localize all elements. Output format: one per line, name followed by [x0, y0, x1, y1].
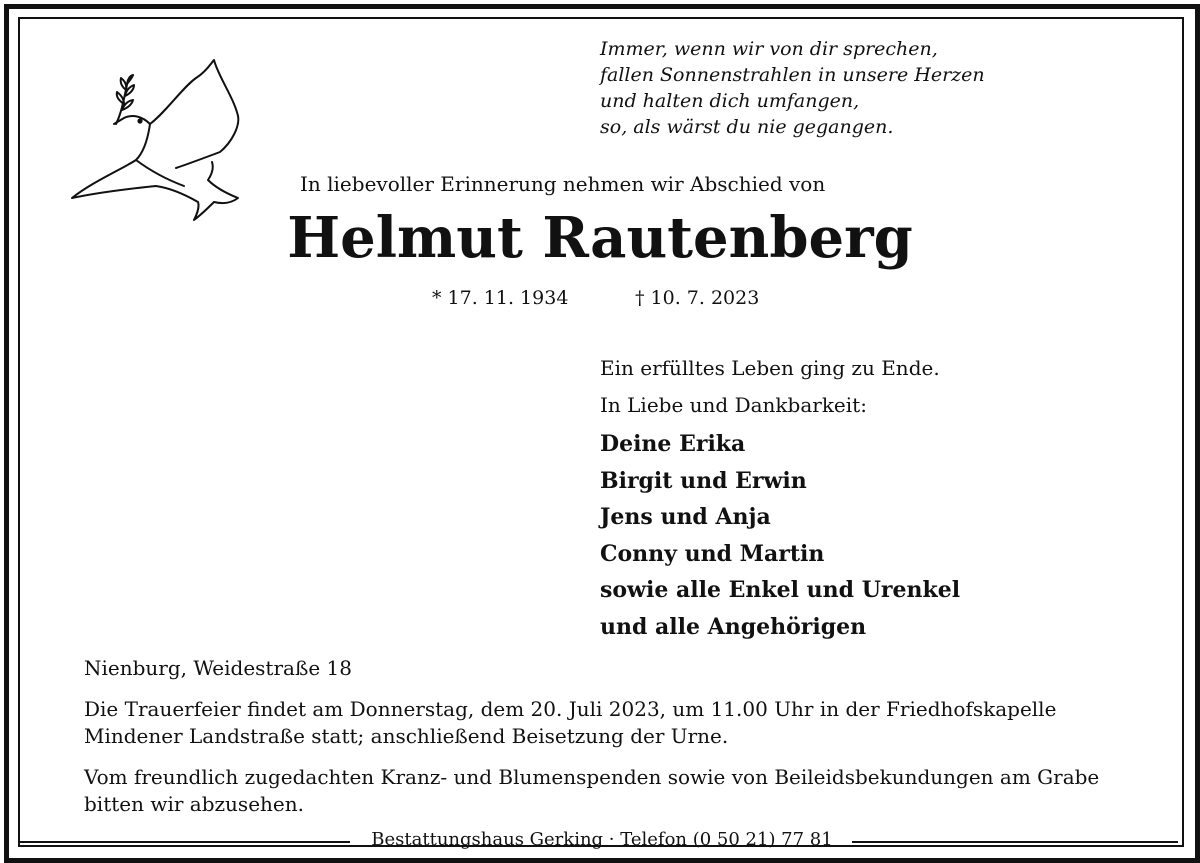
poem-line: Immer, wenn wir von dir sprechen,	[600, 38, 938, 60]
flowers-notice: Vom freundlich zugedachten Kranz- und Blumenspenden sowie von Beileidsbekundungen am Grabe bitten wir abzusehen.	[84, 765, 1100, 816]
birth-date: * 17. 11. 1934	[432, 287, 569, 309]
family-member: Jens und Anja	[600, 504, 771, 531]
deceased-name: Helmut Rautenberg	[287, 205, 913, 271]
family-list	[600, 426, 960, 646]
family-member: Deine Erika	[600, 431, 746, 457]
thanks-statement: In Liebe und Dankbarkeit:	[600, 393, 867, 417]
family-member: Conny und Martin	[600, 540, 825, 567]
intro-text: In liebevoller Erinnerung nehmen wir Abschied von	[300, 172, 826, 196]
dove-icon	[66, 58, 246, 223]
family-member: Birgit und Erwin	[600, 467, 807, 494]
footer-rule-right	[852, 841, 1178, 843]
death-date: † 10. 7. 2023	[635, 287, 760, 309]
poem-line: fallen Sonnenstrahlen in unsere Herzen	[600, 64, 985, 86]
family-member: und alle Angehörigen	[600, 613, 867, 640]
poem	[600, 36, 1120, 140]
life-statement: Ein erfülltes Leben ging zu Ende.	[600, 356, 940, 380]
poem-line: und halten dich umfangen,	[600, 90, 860, 112]
footer	[0, 829, 1200, 855]
family-member: sowie alle Enkel und Urenkel	[600, 577, 961, 604]
address: Nienburg, Weidestraße 18	[84, 656, 352, 680]
funeral-home-contact: Bestattungshaus Gerking · Telefon (0 50 21) 77 81	[371, 829, 833, 850]
poem-line: so, als wärst du nie gegangen.	[600, 116, 894, 138]
footer-rule-left	[20, 841, 350, 843]
ceremony-notice: Die Trauerfeier findet am Donnerstag, dem 20. Juli 2023, um 11.00 Uhr in der Friedhofskapelle Mindener Landstraße statt; anschließend Beisetzung der Urne.	[84, 697, 1057, 748]
